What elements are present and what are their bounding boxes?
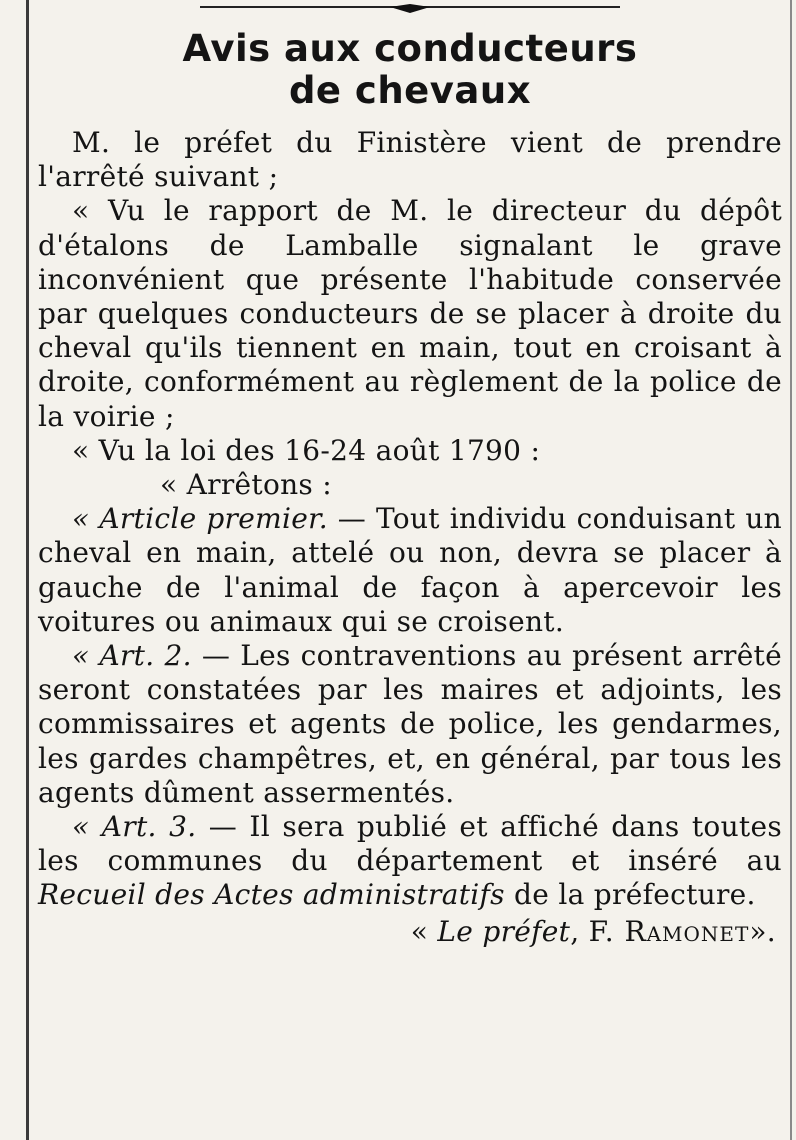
article-body <box>38 126 782 949</box>
article-2-paragraph <box>38 639 782 810</box>
signature-role: Le préfet <box>437 914 571 948</box>
considerant-paragraph: « Vu le rapport de M. le directeur du dépôt d'étalons de Lamballe signalant le grave inconvénient que présente l'habitude conservée par quelques conducteurs de se placer à droite du cheval qu'ils tiennent en main, tout en croisant à droite, conformément au règlement de la police de la voirie ; <box>38 194 782 433</box>
article-1-text: — Tout individu conduisant un cheval en main, attelé ou non, devra se placer à gauche de l'animal de façon à apercevoir les voitures ou animaux qui se croisent. <box>38 502 782 638</box>
vu-loi-paragraph: « Vu la loi des 16-24 août 1790 : <box>72 433 541 467</box>
article-3-text-before: — Il sera publié et affiché dans toutes les communes du département et inséré au <box>38 810 783 878</box>
article-title <box>38 28 782 112</box>
intro-paragraph: M. le préfet du Finistère vient de prendre l'arrêté suivant ; <box>38 126 782 194</box>
article-1-paragraph <box>38 502 782 639</box>
arretons-heading: « Arrêtons : <box>160 468 333 502</box>
title-line-1: Avis aux conducteurs <box>182 27 638 70</box>
signature-name: F. Ramonet <box>588 914 750 948</box>
article-2-text: — Les contraventions au présent arrêté seront constatées par les maires et adjoints, les commissaires et agents de police, les gendarmes, les gardes champêtres, et, en général, par tous les agents dûment assermentés. <box>38 639 782 809</box>
signature-suffix: ». <box>749 914 776 948</box>
article-1-label: « Article premier. <box>72 502 328 536</box>
article-3-label: « Art. 3. <box>72 810 197 844</box>
notice-article <box>38 28 782 949</box>
signature-prefix: « <box>410 914 438 948</box>
ornament-divider <box>200 4 620 14</box>
article-2-label: « Art. 2. <box>72 639 192 673</box>
recueil-title: Recueil des Actes administratifs <box>38 878 505 912</box>
signature-line <box>38 915 782 949</box>
article-3-text-after: de la préfecture. <box>504 878 756 912</box>
column-rule-right <box>790 0 792 1140</box>
signature-sep: , <box>570 914 589 948</box>
title-line-2: de chevaux <box>288 69 532 112</box>
article-3-paragraph <box>38 810 782 913</box>
column-rule-left <box>26 0 29 1140</box>
